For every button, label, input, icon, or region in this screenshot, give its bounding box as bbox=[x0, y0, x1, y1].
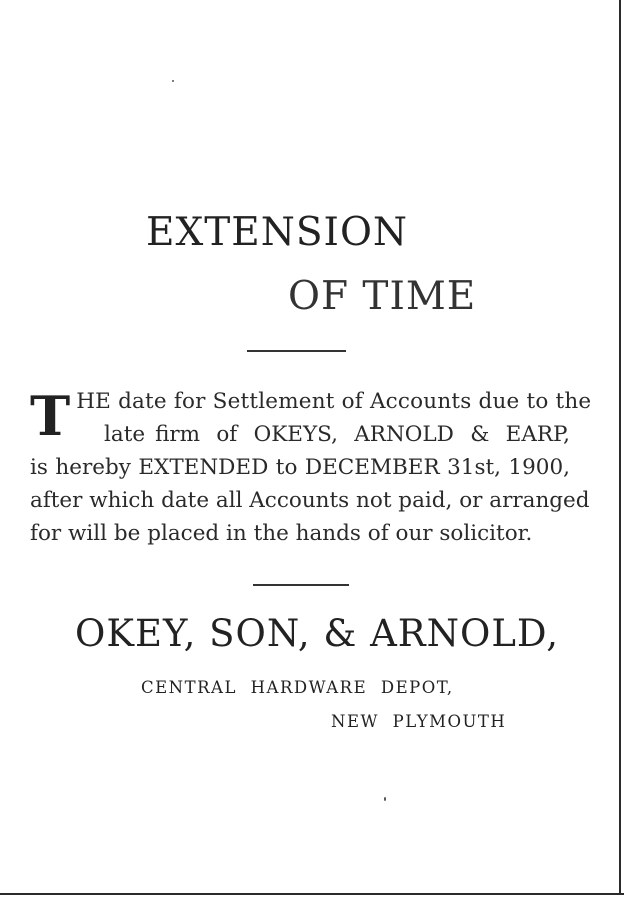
body-line: is hereby EXTENDED to DECEMBER 31st, 1900, bbox=[30, 455, 570, 480]
notice-body bbox=[30, 384, 592, 550]
firm-name: OKEY, SON, & ARNOLD, bbox=[75, 612, 560, 655]
notice-title-line-1: EXTENSION bbox=[146, 210, 409, 255]
print-speck bbox=[172, 80, 174, 82]
bottom-border-rule bbox=[0, 893, 624, 895]
body-line: after which date all Accounts not paid, or arranged bbox=[30, 488, 590, 513]
right-border-rule bbox=[619, 0, 621, 895]
body-line-segment: late bbox=[104, 422, 146, 447]
address-line-1: CENTRAL HARDWARE DEPOT, bbox=[141, 678, 454, 697]
address-line-2: NEW PLYMOUTH bbox=[331, 712, 507, 731]
body-line-segment: firm of OKEYS, ARNOLD & EARP, bbox=[155, 422, 570, 447]
notice-title-line-2: OF TIME bbox=[288, 274, 477, 319]
body-line: for will be placed in the hands of our solicitor. bbox=[30, 521, 533, 546]
drop-cap: T bbox=[30, 384, 71, 448]
divider-rule bbox=[253, 584, 349, 586]
body-line: HE date for Settlement of Accounts due to the bbox=[76, 389, 592, 414]
body-line bbox=[30, 418, 570, 451]
divider-rule bbox=[247, 350, 346, 352]
print-speck bbox=[384, 797, 386, 801]
